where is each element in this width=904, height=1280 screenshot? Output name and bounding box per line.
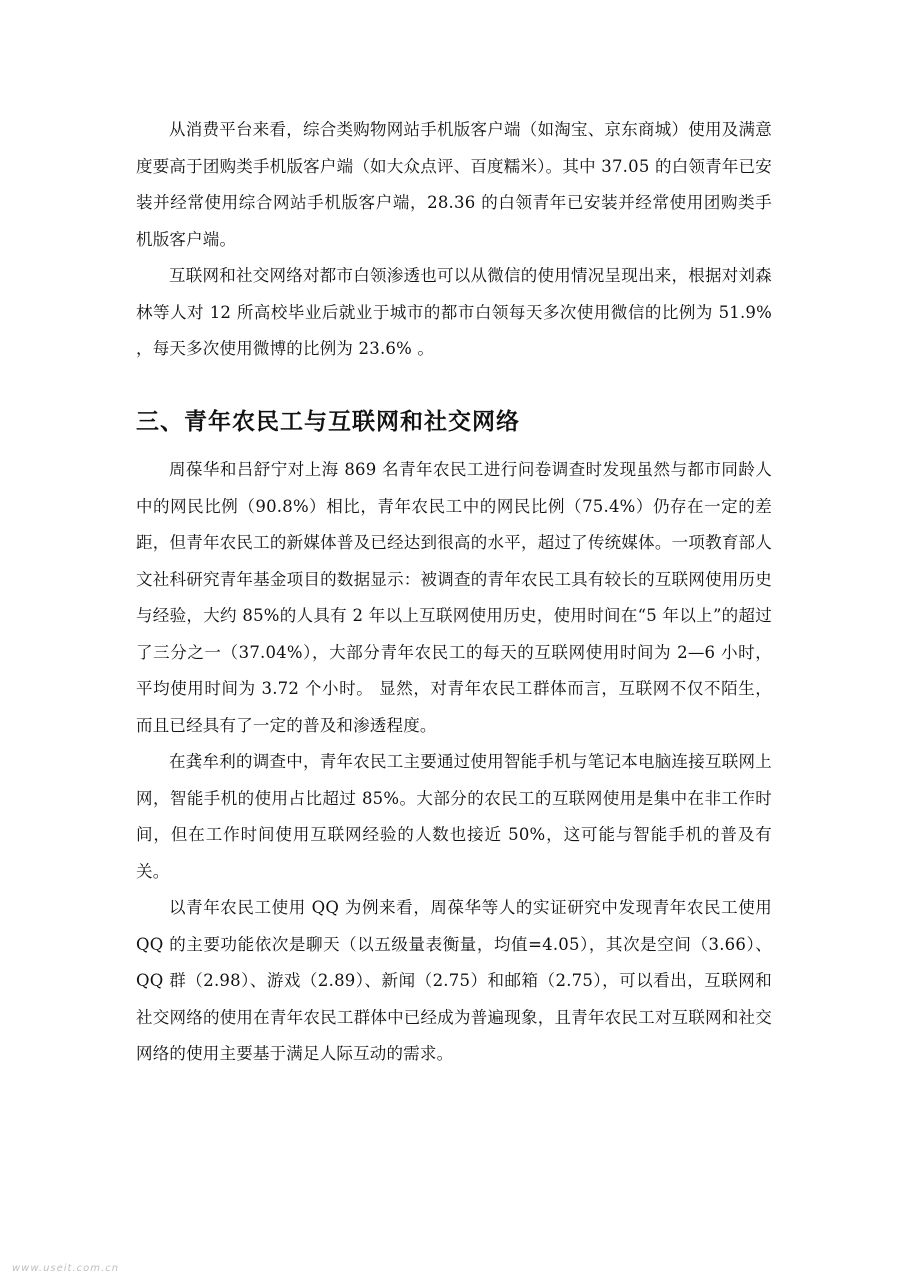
paragraph-shopping-clients: 从消费平台来看，综合类购物网站手机版客户端（如淘宝、京东商城）使用及满意度要高于团购类手机版客户端（如大众点评、百度糯米）。其中 37.05 的白领青年已安装并经常使用综合网站手机版客户端，28.36 的白领青年已安装并经常使用团购类手机版客户端。 <box>136 120 772 249</box>
section-heading: 三、青年农民工与互联网和社交网络 <box>136 409 520 435</box>
section-heading-wrapper <box>136 404 772 440</box>
site-watermark: www.useit.com.cn <box>12 1263 120 1274</box>
section-consumption-platforms <box>136 112 772 368</box>
paragraph-wechat-weibo: 互联网和社交网络对都市白领渗透也可以从微信的使用情况呈现出来，根据对刘森林等人对 12 所高校毕业后就业于城市的都市白领每天多次使用微信的比例为 51.9% ，每天多次使用微博的比例为 23.6% 。 <box>136 266 772 358</box>
paragraph-qq-usage: 以青年农民工使用 QQ 为例来看，周葆华等人的实证研究中发现青年农民工使用 QQ 的主要功能依次是聊天（以五级量表衡量，均值=4.05），其次是空间（3.66）、QQ 群（2.98）、游戏（2.89）、新闻（2.75）和邮箱（2.75），可以看出，互联网和社交网络的使用在青年农民工群体中已经成为普遍现象，且青年农民工对互联网和社交网络的使用主要基于满足人际互动的需求。 <box>136 898 772 1063</box>
paragraph-survey-shanghai: 周葆华和吕舒宁对上海 869 名青年农民工进行问卷调查时发现虽然与都市同龄人中的网民比例（90.8%）相比，青年农民工中的网民比例（75.4%）仍存在一定的差距，但青年农民工的新媒体普及已经达到很高的水平，超过了传统媒体。一项教育部人文社科研究青年基金项目的数据显示：被调查的青年农民工具有较长的互联网使用历史与经验，大约 85%的人具有 2 年以上互联网使用历史，使用时间在“5 年以上”的超过了三分之一（37.04%），大部分青年农民工的每天的互联网使用时间为 2—6 小时，平均使用时间为 3.72 个小时。 显然，对青年农民工群体而言，互联网不仅不陌生，而且已经具有了一定的普及和渗透程度。 <box>136 460 772 735</box>
section-migrant-workers <box>136 452 772 1073</box>
paragraph-smartphone-usage: 在龚牟利的调查中，青年农民工主要通过使用智能手机与笔记本电脑连接互联网上网，智能手机的使用占比超过 85%。大部分的农民工的互联网使用是集中在非工作时间，但在工作时间使用互联网经验的人数也接近 50%，这可能与智能手机的普及有关。 <box>136 752 772 881</box>
